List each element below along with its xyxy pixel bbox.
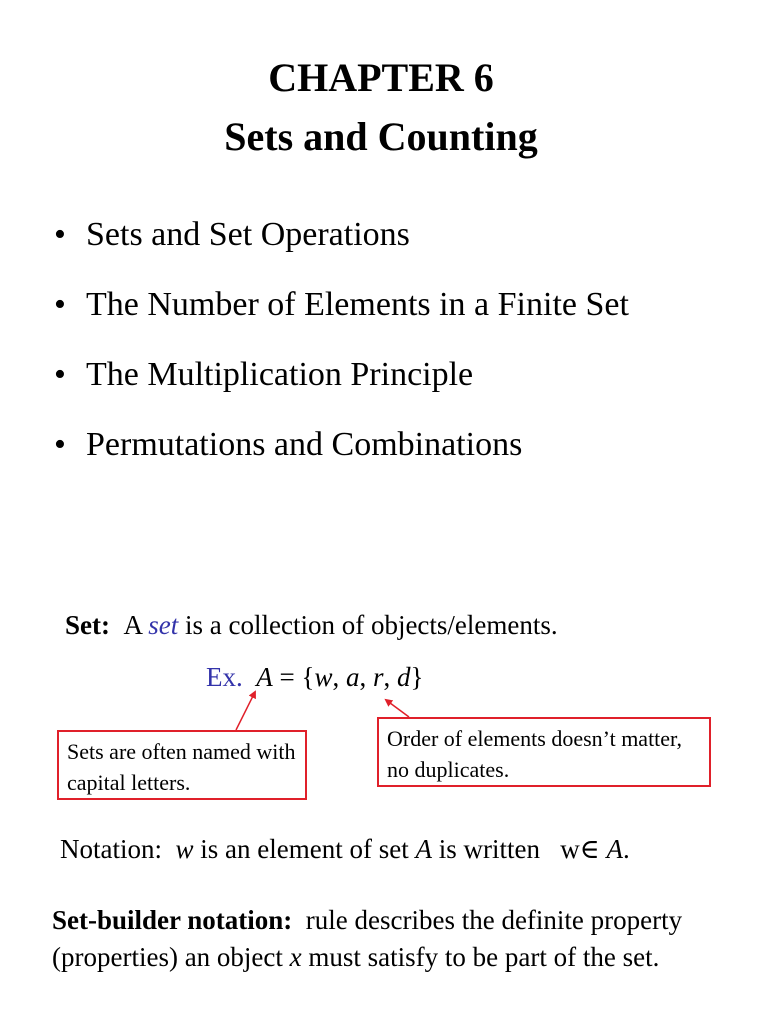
notation-label: Notation: bbox=[60, 834, 162, 864]
outline-item-label: Sets and Set Operations bbox=[86, 216, 410, 253]
example-label: Ex. bbox=[206, 662, 243, 692]
notation-period: . bbox=[622, 834, 630, 864]
notation-expr-element: w bbox=[560, 834, 580, 864]
element-of-symbol: ∈ bbox=[579, 834, 600, 864]
definition-post: is a collection of objects/elements. bbox=[185, 610, 558, 640]
bullet-icon: • bbox=[54, 426, 66, 463]
set-builder-term: Set-builder notation: bbox=[52, 905, 293, 935]
right-callout-arrow bbox=[386, 700, 409, 717]
callout-box-order: Order of elements doesn’t matter, no duplicates. bbox=[377, 717, 711, 787]
notation-middle: is an element of set bbox=[200, 834, 409, 864]
example-separator: , bbox=[359, 662, 373, 692]
left-callout-arrow bbox=[236, 692, 255, 730]
example-separator: , bbox=[383, 662, 397, 692]
bullet-icon: • bbox=[54, 286, 66, 323]
set-builder-text-a: rule describes the definite property (properties) an object bbox=[52, 905, 683, 972]
bullet-icon: • bbox=[54, 216, 66, 253]
example-element: a bbox=[345, 662, 360, 692]
chapter-heading: CHAPTER 6 bbox=[268, 55, 494, 100]
set-builder-variable: x bbox=[289, 942, 302, 972]
set-builder-paragraph bbox=[52, 902, 712, 976]
notation-element: w bbox=[175, 834, 194, 864]
example-set-name: A bbox=[256, 662, 273, 692]
chapter-title: Sets and Counting bbox=[224, 114, 538, 159]
notation-tail: is written bbox=[438, 834, 540, 864]
definition-keyword: set bbox=[148, 610, 179, 640]
bullet-icon: • bbox=[54, 356, 66, 393]
example-element: r bbox=[372, 662, 384, 692]
example-element: w bbox=[314, 662, 333, 692]
outline-item-label: Permutations and Combinations bbox=[86, 426, 523, 463]
example-equals: = { bbox=[272, 662, 315, 692]
outline-item-label: The Number of Elements in a Finite Set bbox=[86, 286, 629, 323]
callout-box-capital-letters: Sets are often named with capital letters. bbox=[57, 730, 307, 800]
notation-expr-set: A bbox=[606, 834, 623, 864]
notation-set-name: A bbox=[415, 834, 432, 864]
definition-pre: A bbox=[123, 610, 142, 640]
outline-item-label: The Multiplication Principle bbox=[86, 356, 474, 393]
example-close: } bbox=[410, 662, 424, 692]
example-separator: , bbox=[332, 662, 346, 692]
notation-line bbox=[60, 836, 630, 863]
definition-term: Set: bbox=[65, 610, 110, 640]
example-element: d bbox=[396, 662, 411, 692]
set-builder-text-b: must satisfy to be part of the set. bbox=[308, 942, 660, 972]
